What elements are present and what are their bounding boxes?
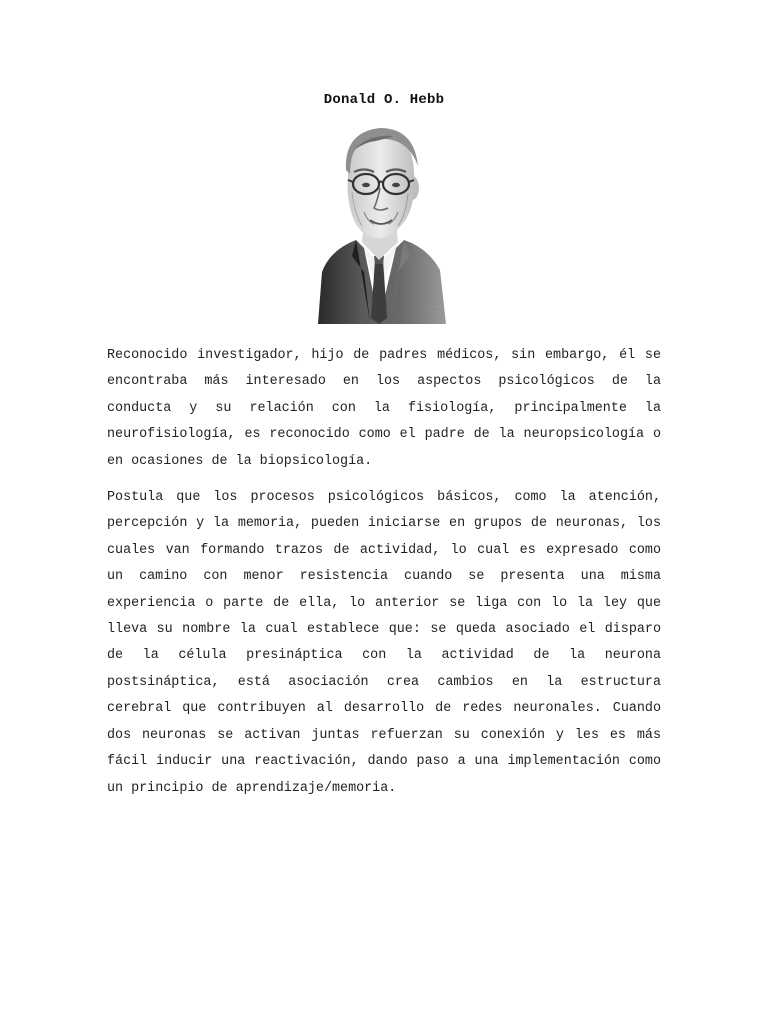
paragraph-2: Postula que los procesos psicológicos básicos, como la atención, percepción y la memoria, pueden iniciarse en grupos de neuronas, los cuales van formando trazos de actividad, lo cual es expresado como un camino con menor resistencia cuando se presenta una misma experiencia o parte de ella, lo anterior se liga con lo la ley que lleva su nombre la cual establece que: se queda asociado el disparo de la célula presináptica con la actividad de la neurona postsináptica, está asociación crea cambios en la estructura cerebral que contribuyen al desarrollo de redes neuronales. Cuando dos neuronas se activan juntas refuerzan su conexión y les es más fácil inducir una reactivación, dando paso a una implementación como un principio de aprendizaje/memoria. [107,490,661,796]
paragraph-1: Reconocido investigador, hijo de padres médicos, sin embargo, él se encontraba más interesado en los aspectos psicológicos de la conducta y su relación con la fisiología, principalmente la neurofisiología, es reconocido como el padre de la neuropsicología o en ocasiones de la biopsicología. [107,348,661,469]
document-title: Donald O. Hebb [323,92,445,108]
portrait-drawing [304,122,454,324]
document-body [107,343,661,812]
portrait-image [304,122,454,324]
